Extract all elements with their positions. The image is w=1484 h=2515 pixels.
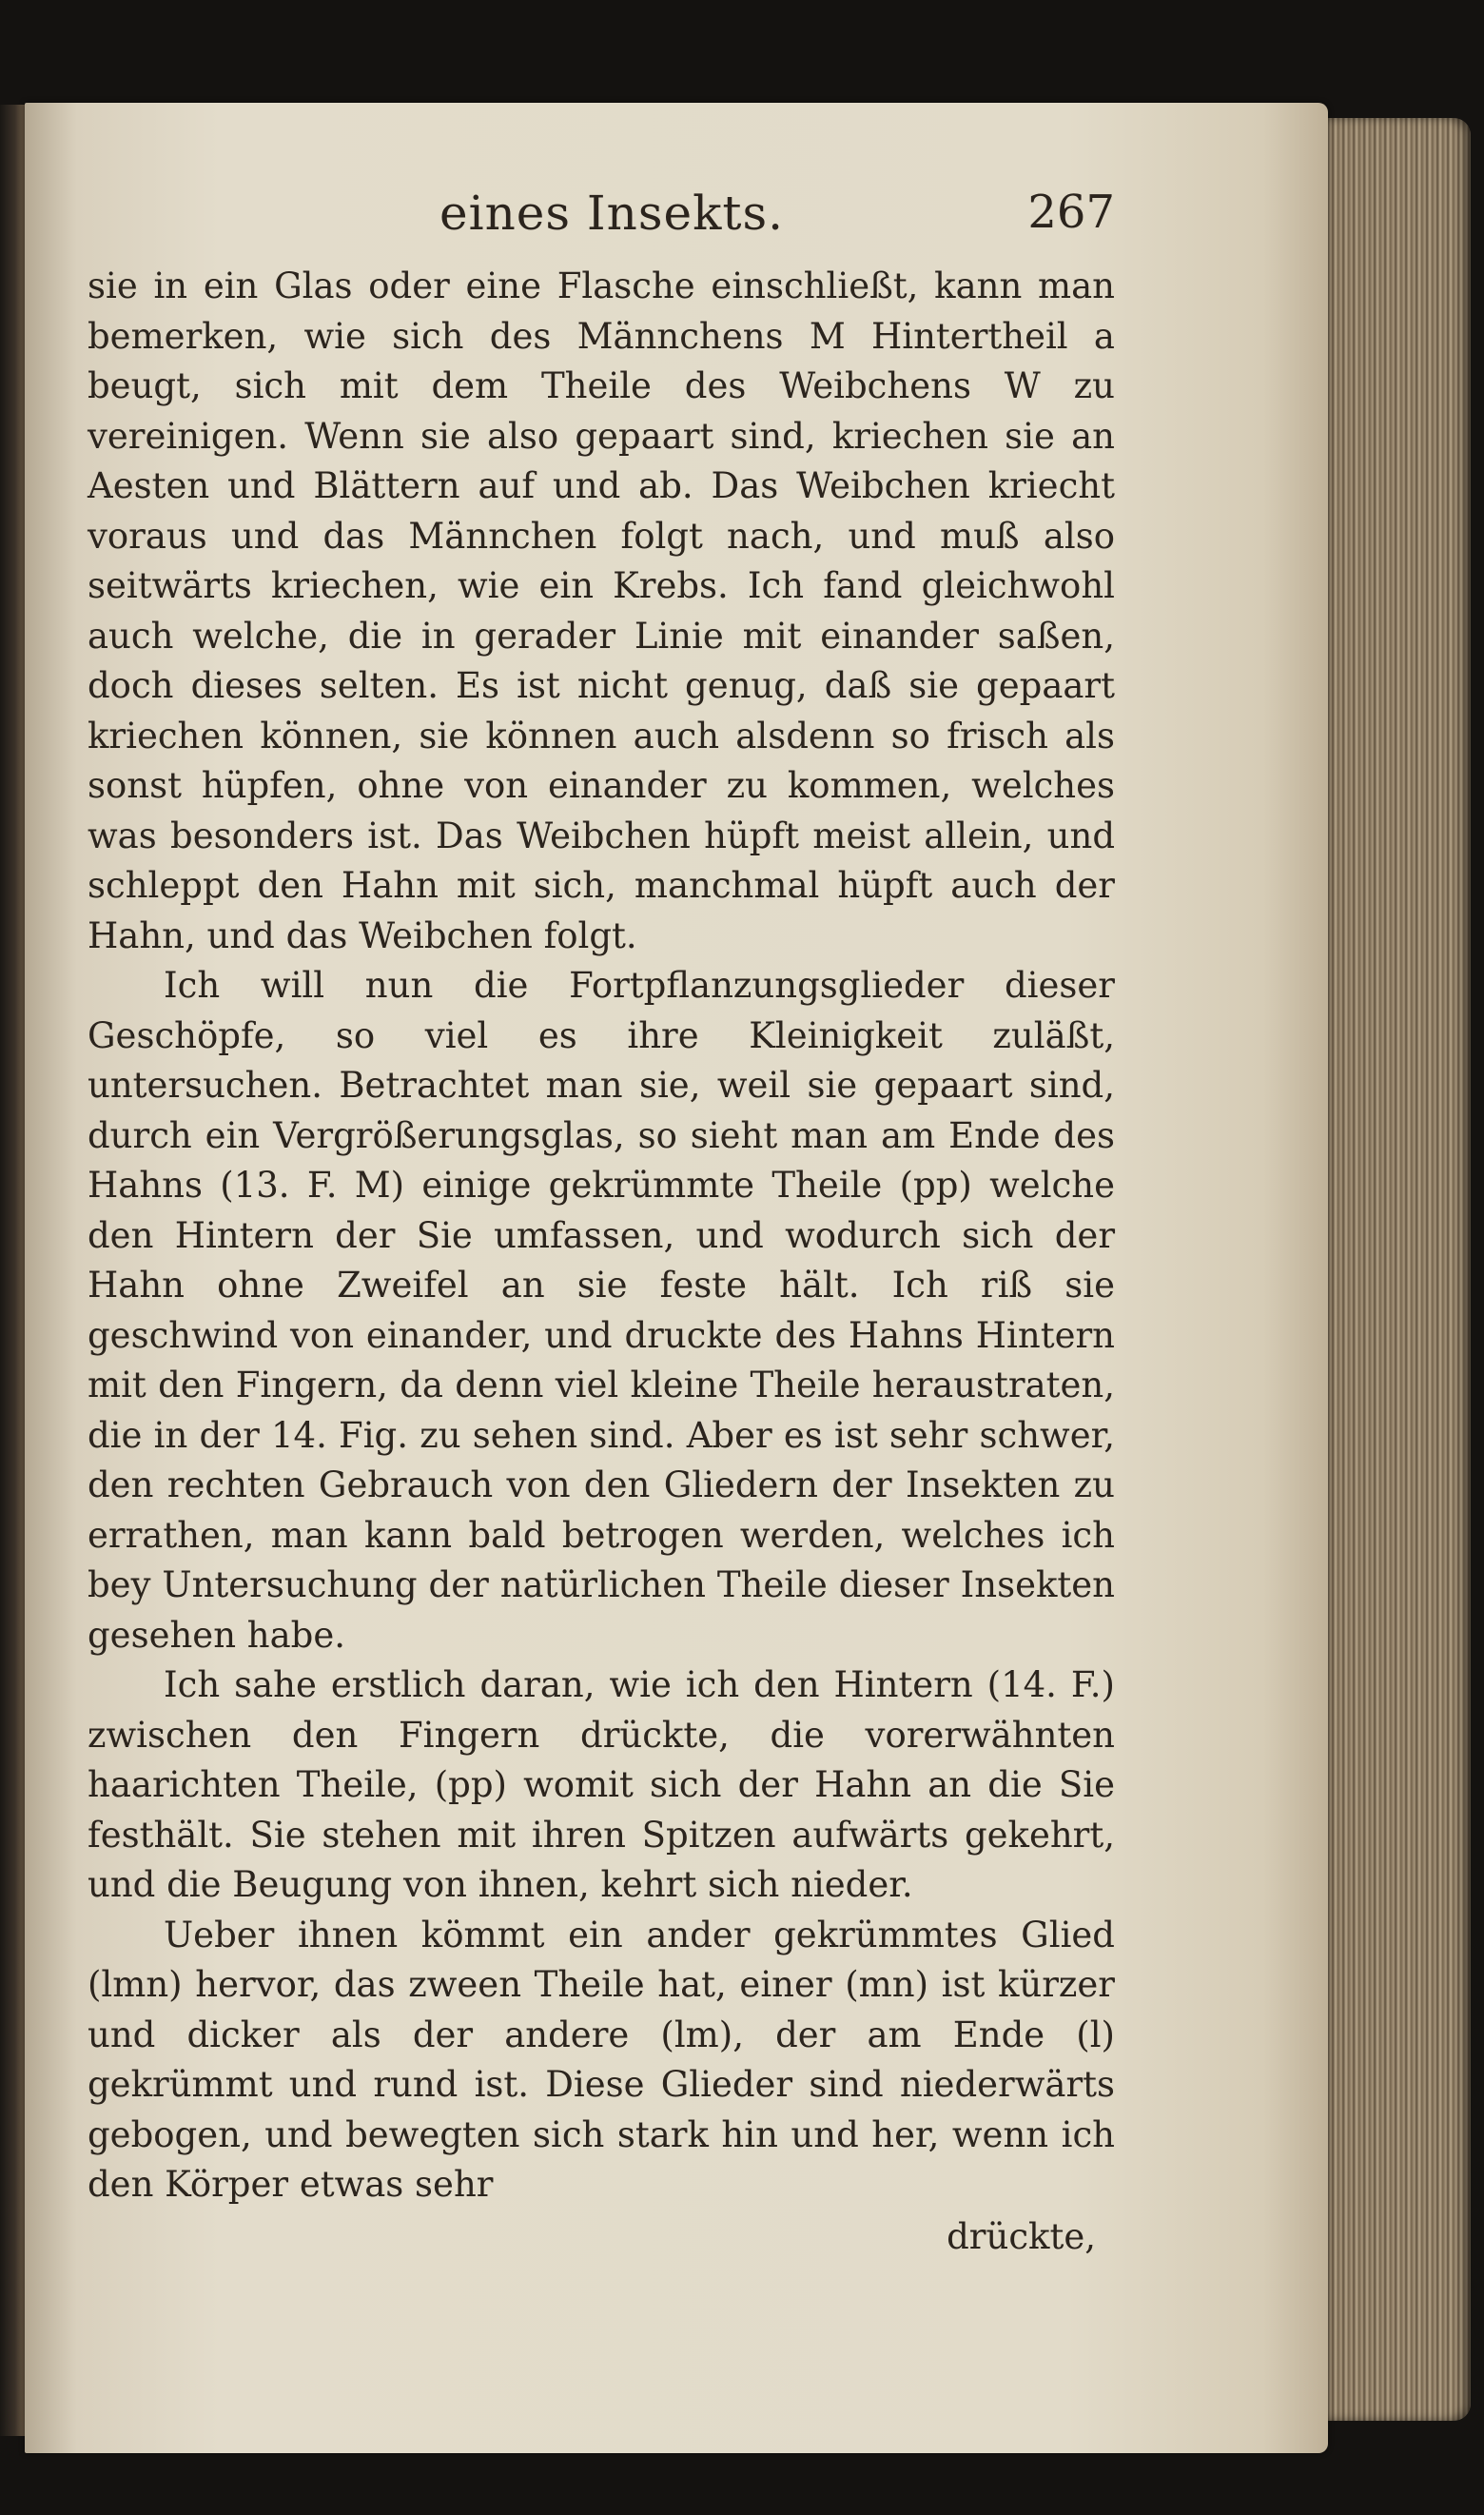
page-content xyxy=(88,186,1115,2262)
paragraph-4: Ueber ihnen kömmt ein ander gekrümmtes Glied (lmn) hervor, das zween Theile hat, einer (mn) ist kürzer und dicker als der andere (lm), der am Ende (l) gekrümmt und rund ist. Diese Glieder sind niederwärts gebogen, und bewegten sich stark hin und her, wenn ich den Körper etwas sehr xyxy=(88,1914,1115,2205)
running-head: eines Insekts. xyxy=(439,186,785,241)
page-edges xyxy=(1328,118,1471,2421)
paragraph-1: sie in ein Glas oder eine Flasche einschließt, kann man bemerken, wie sich des Männchens M Hintertheil a beugt, sich mit dem Theile des Weibchens W zu vereinigen. Wenn sie also gepaart sind, kriechen sie an Aesten und Blättern auf und ab. Das Weibchen kriecht voraus und das Männchen folgt nach, und muß also seitwärts kriechen, wie ein Krebs. Ich fand gleichwohl auch welche, die in gerader Linie mit einander saßen, doch dieses selten. Es ist nicht genug, daß sie gepaart kriechen können, sie können auch alsdenn so frisch als sonst hüpfen, ohne von einander zu kommen, welches was besonders ist. Das Weibchen hüpft meist allein, und schleppt den Hahn mit sich, manchmal hüpft auch der Hahn, und das Weibchen folgt. xyxy=(88,265,1115,956)
page-header xyxy=(88,186,1115,262)
book-spine xyxy=(0,105,25,2436)
page-number: 267 xyxy=(1027,186,1115,239)
catchword: drückte, xyxy=(947,2215,1096,2257)
paragraph-3: Ich sahe erstlich daran, wie ich den Hintern (14. F.) zwischen den Fingern drückte, die vorerwähnten haarichten Theile, (pp) womit sich der Hahn an die Sie festhält. Sie stehen mit ihren Spitzen aufwärts gekehrt, und die Beugung von ihnen, kehrt sich nieder. xyxy=(88,1664,1115,1905)
paragraph-2: Ich will nun die Fortpflanzungsglieder dieser Geschöpfe, so viel es ihre Kleinigkeit zuläßt, untersuchen. Betrachtet man sie, weil sie gepaart sind, durch ein Vergrößerungsglas, so sieht man am Ende des Hahns (13. F. M) einige gekrümmte Theile (pp) welche den Hintern der Sie umfassen, und wodurch sich der Hahn ohne Zweifel an sie feste hält. Ich riß sie geschwind von einander, und druckte des Hahns Hintern mit den Fingern, da denn viel kleine Theile heraustraten, die in der 14. Fig. zu sehen sind. Aber es ist sehr schwer, den rechten Gebrauch von den Gliedern der Insekten zu errathen, man kann bald betrogen werden, welches ich bey Untersuchung der natürlichen Theile dieser Insekten gesehen habe. xyxy=(88,965,1115,1656)
body-text xyxy=(88,262,1115,2210)
